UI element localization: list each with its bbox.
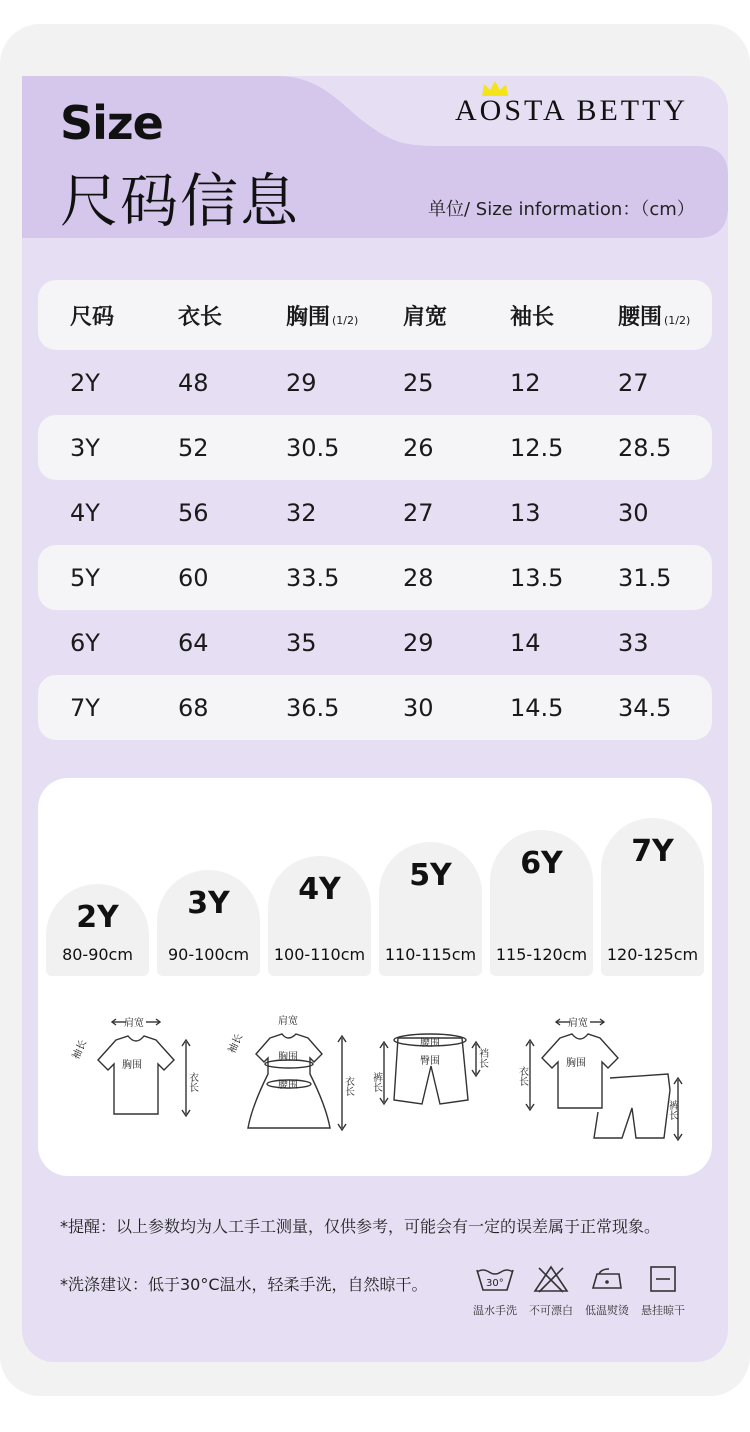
hip-label: 臀围 [420,1056,440,1067]
height-badge-range: 110-115cm [384,945,477,964]
length-label: 衣长 [342,1076,354,1096]
care-label: 温水手洗 [473,1304,517,1317]
height-badge-3y [157,870,260,976]
care-label: 低温熨烫 [585,1304,629,1317]
column-header: 尺码 [70,304,115,330]
size-panel [22,76,728,1362]
table-cell: 68 [178,693,209,722]
chest-label: 胸围 [122,1060,142,1071]
table-row [38,350,712,415]
table-cell: 12 [510,368,541,397]
table-cell: 3Y [70,433,100,462]
care-label: 悬挂晾干 [641,1304,685,1317]
length-label: 衣长 [186,1072,198,1092]
height-badge-4y [268,856,371,976]
table-row [38,415,712,480]
table-cell: 32 [286,498,317,527]
table-cell: 56 [178,498,209,527]
table-cell: 27 [403,498,434,527]
table-cell: 64 [178,628,209,657]
table-row [38,675,712,740]
care-dry [628,1264,698,1318]
care-label: 不可漂白 [529,1304,573,1317]
shoulder-label: 肩宽 [124,1018,144,1029]
table-cell: 4Y [70,498,100,527]
size-table [38,280,712,740]
sleeve-label: 袖长 [226,1032,246,1056]
column-header [286,300,358,331]
height-guide-card [38,778,712,1176]
table-cell: 29 [403,628,434,657]
table-cell: 36.5 [286,693,340,722]
low-iron-icon [585,1264,629,1294]
table-cell: 26 [403,433,434,462]
set-measure-diagram [518,1016,688,1136]
title-chinese: 尺码信息 [60,167,301,235]
shoulder-label: 肩宽 [278,1016,298,1027]
column-header [618,300,690,331]
table-cell: 34.5 [618,693,672,722]
waist-label: 腰围 [278,1080,298,1091]
unit-label-en: / Size information：（cm） [464,199,695,220]
height-badge-range: 90-100cm [167,945,250,964]
height-badge-size: 5Y [409,858,452,893]
table-cell: 60 [178,563,209,592]
pants-length-label: 裤长 [666,1100,678,1120]
column-header: 衣长 [178,304,223,330]
table-cell: 28.5 [618,433,672,462]
title-english: Size [60,96,163,150]
table-cell: 14.5 [510,693,564,722]
table-header [38,280,712,350]
sleeve-label: 袖长 [70,1038,90,1062]
wash-30-icon [473,1264,517,1294]
table-cell: 48 [178,368,209,397]
height-badge-size: 3Y [187,886,230,921]
shoulder-label: 肩宽 [568,1018,588,1029]
chest-label: 胸围 [566,1058,586,1069]
dress-measure-diagram [226,1016,360,1136]
table-cell: 31.5 [618,563,672,592]
height-badge-size: 4Y [298,872,341,907]
table-cell: 35 [286,628,317,657]
table-cell: 27 [618,368,649,397]
height-badge-7y [601,818,704,976]
measurement-reminder: *提醒：以上参数均为人工手工测量，仅供参考，可能会有一定的误差属于正常现象。 [60,1217,661,1236]
unit-label-zh: 单位 [428,199,464,220]
table-cell: 33.5 [286,563,340,592]
tshirt-measure-diagram [66,1016,206,1126]
brand-logo: AOSTA BETTY [455,94,689,127]
height-badge-range: 115-120cm [495,945,588,964]
height-badge-6y [490,830,593,976]
table-cell: 2Y [70,368,100,397]
no-bleach-icon [529,1264,573,1294]
table-cell: 5Y [70,563,100,592]
height-badge-5y [379,842,482,976]
height-badge-2y [46,884,149,976]
shorts-measure-diagram [370,1016,496,1126]
pants-length-label: 裤长 [370,1072,382,1092]
table-cell: 13 [510,498,541,527]
column-header-text: 腰围 [618,304,663,330]
table-cell: 30 [403,693,434,722]
height-badge-range: 100-110cm [273,945,366,964]
wash-temp: 30° [486,1278,504,1289]
height-badge-range: 80-90cm [62,945,133,964]
height-badge-size: 2Y [76,900,119,935]
table-row [38,480,712,545]
table-cell: 25 [403,368,434,397]
column-header-text: 胸围 [286,304,331,330]
table-cell: 7Y [70,693,100,722]
table-row [38,610,712,675]
washing-advice: *洗涤建议：低于30°C温水，轻柔手洗，自然晾干。 [60,1275,428,1294]
table-cell: 28 [403,563,434,592]
table-cell: 13.5 [510,563,564,592]
length-label: 衣长 [516,1066,528,1086]
table-cell: 6Y [70,628,100,657]
waist-label: 腰围 [420,1038,440,1049]
line-dry-icon [641,1264,685,1294]
column-suffix: (1/2) [664,313,691,327]
table-cell: 14 [510,628,541,657]
chest-label: 胸围 [278,1052,298,1063]
table-cell: 29 [286,368,317,397]
table-cell: 52 [178,433,209,462]
table-cell: 30 [618,498,649,527]
table-cell: 33 [618,628,649,657]
column-suffix: (1/2) [332,313,359,327]
unit-label [428,195,695,221]
table-row [38,545,712,610]
table-cell: 30.5 [286,433,340,462]
height-badge-size: 7Y [631,834,674,869]
column-header: 袖长 [510,304,555,330]
height-badge-range: 120-125cm [606,945,699,964]
column-header: 肩宽 [403,304,448,330]
table-cell: 12.5 [510,433,564,462]
height-badge-size: 6Y [520,846,563,881]
rise-label: 裆长 [476,1048,488,1068]
